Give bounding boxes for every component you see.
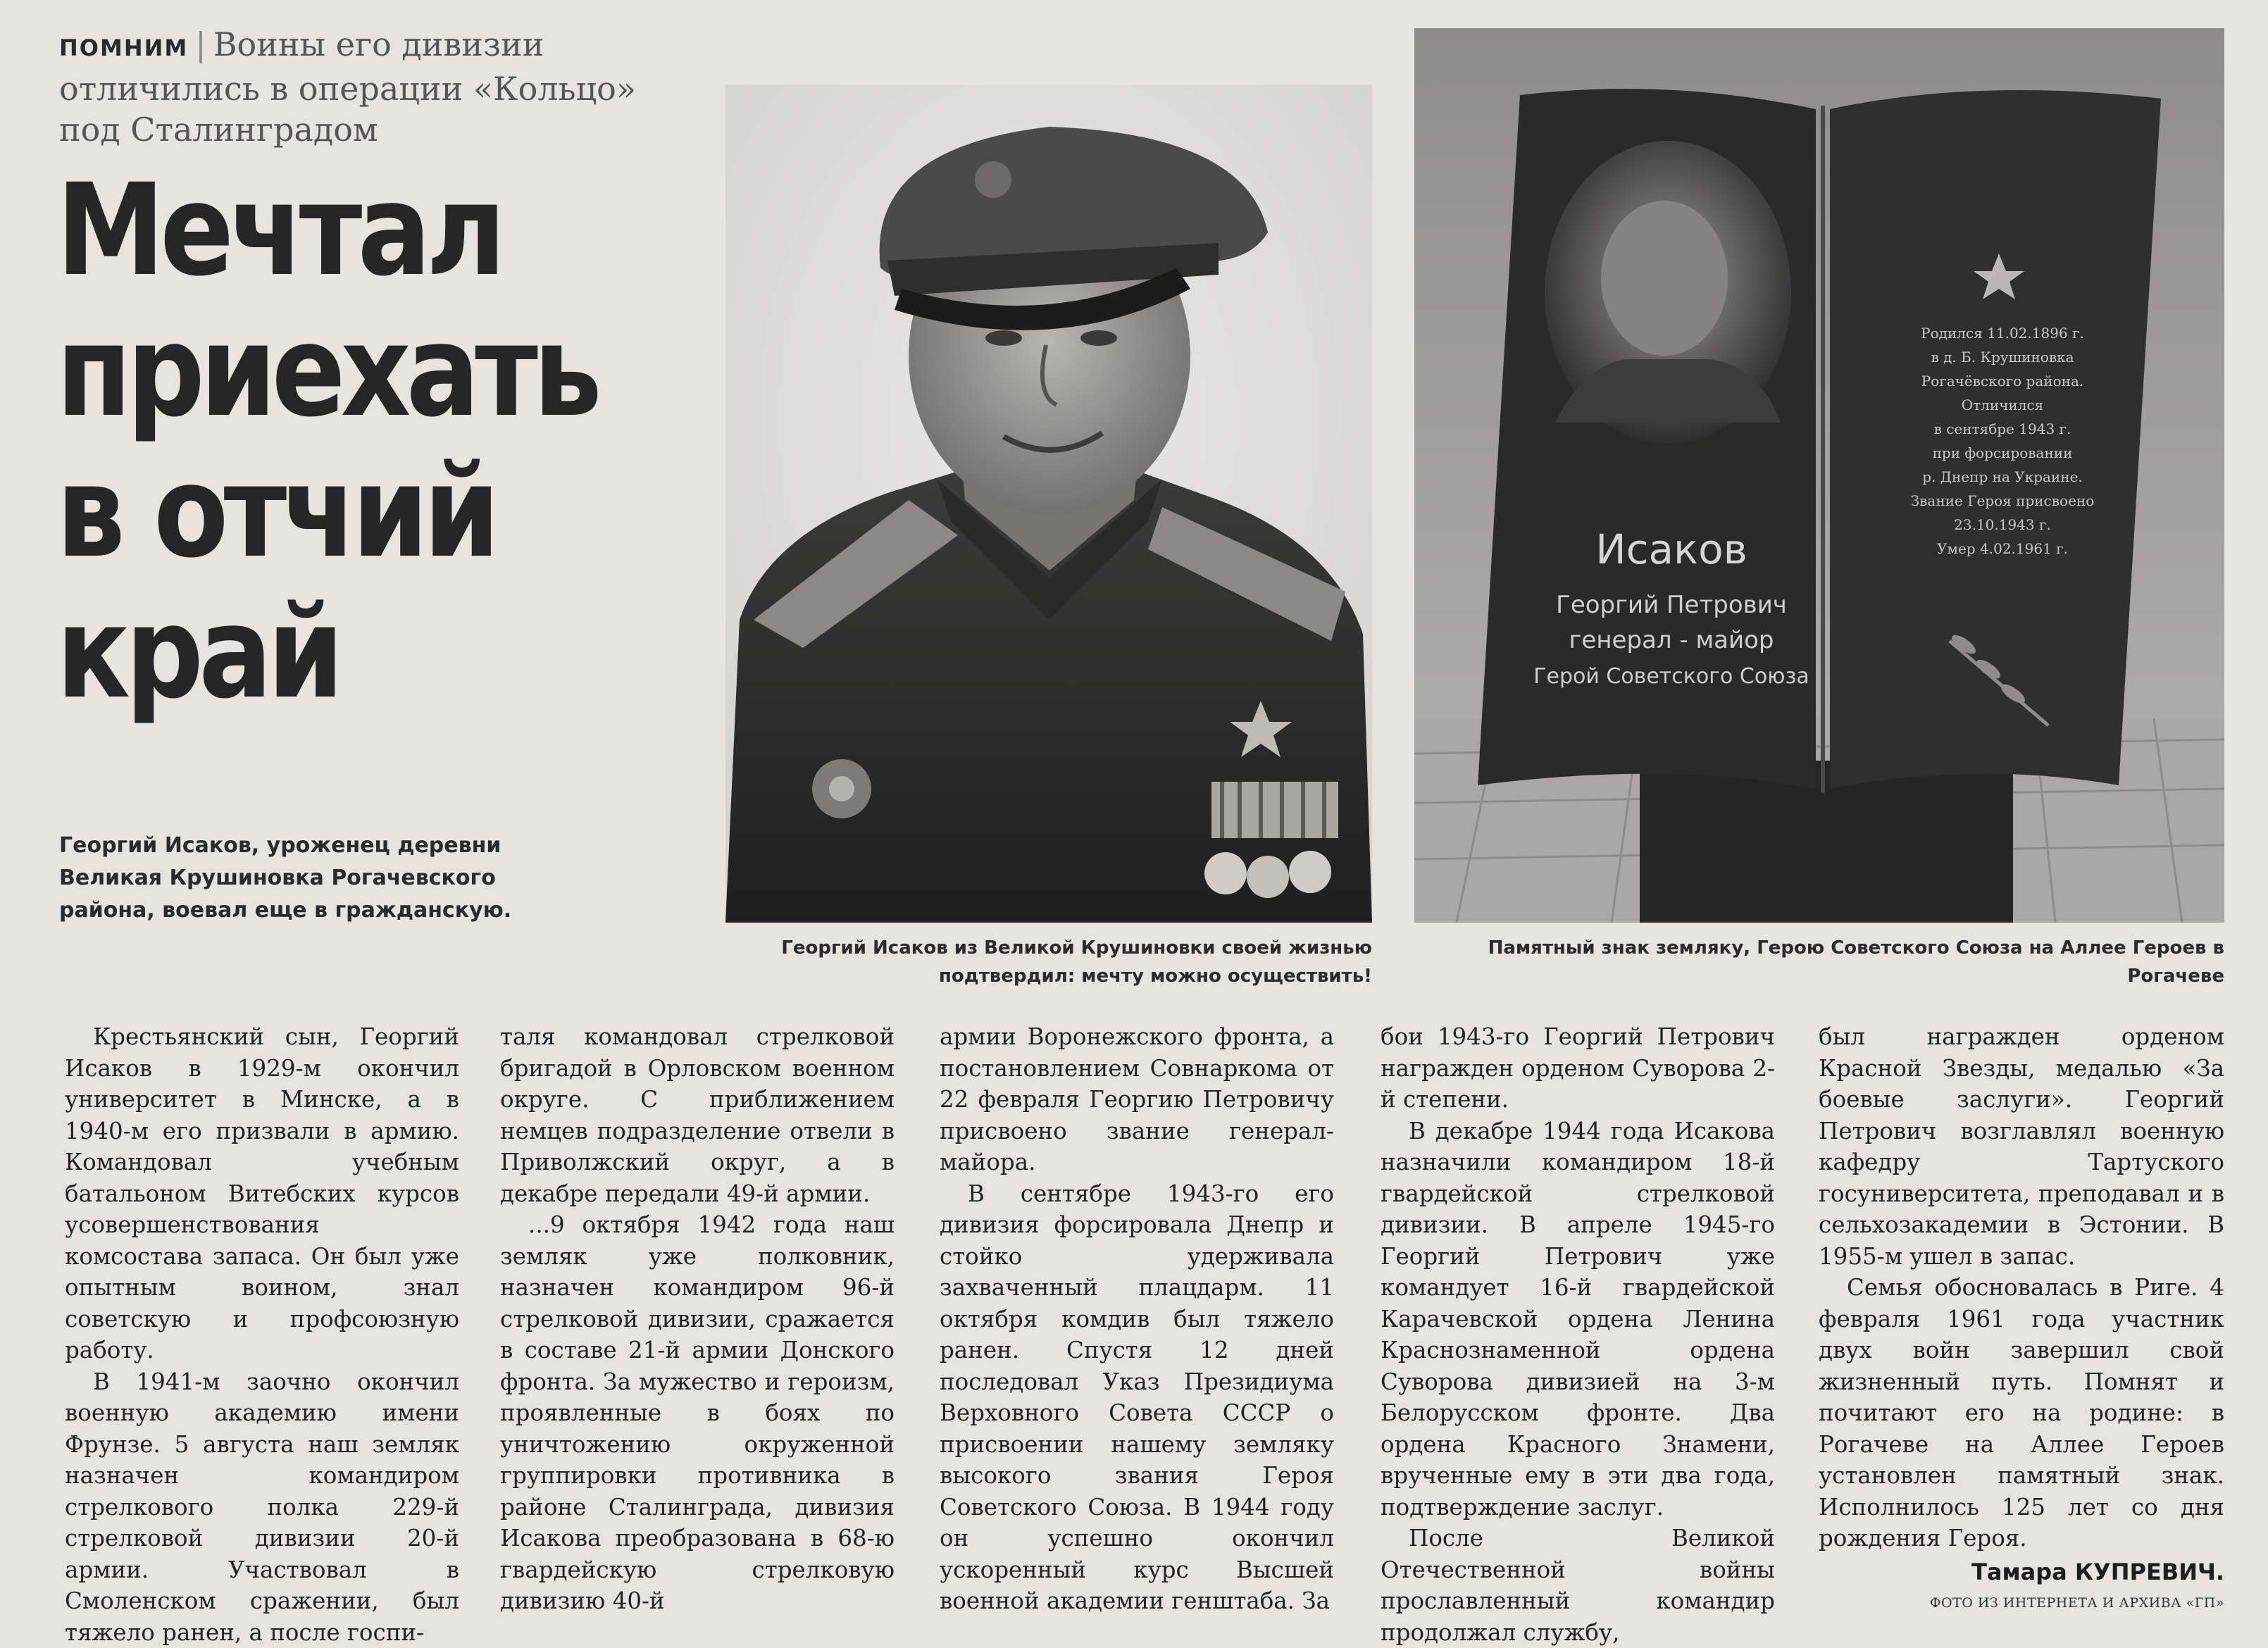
memorial-caption: Памятный знак земляку, Герою Советского Союза на Аллее Героев в Рогачеве <box>1414 934 2224 990</box>
plaque-bio-line: при форсировании <box>1933 444 2073 461</box>
portrait-photo <box>725 85 1372 923</box>
article-paragraph: В декабре 1944 года Исакова назначили командиром 18-й гвардейской стрелковой дивизии. В апреле 1945-го Георгий Петрович уже командует 16-й гвардейской Карачевской ордена Ленина Краснознаменной ордена Суворова дивизией на 3-м Белорусском фронте. Два ордена Красного Знамени, врученные ему в эти два года, подтверждение заслуг. <box>1381 1116 1775 1523</box>
rubric-separator: | <box>195 25 206 63</box>
article-column-5 <box>1819 1021 2224 1569</box>
headline-line: Мечтал <box>56 157 501 304</box>
plaque-bio-line: Родился 11.02.1896 г. <box>1921 325 2084 342</box>
memorial-illustration <box>1414 28 2224 923</box>
plaque-bio-line: в д. Б. Крушиновка <box>1931 349 2074 366</box>
plaque-bio-line: Отличился <box>1962 397 2044 413</box>
article-paragraph: бои 1943-го Георгий Петрович награжден орденом Суворова 2-й степени. <box>1381 1021 1775 1116</box>
headline-line: в отчий <box>56 439 495 586</box>
plaque-bio-line: р. Днепр на Украине. <box>1922 468 2083 485</box>
article-paragraph: был награжден орденом Красной Звезды, медалью «За боевые заслуги». Георгий Петрович возглавлял военную кафедру Тартуского госуниверситета, преподавал и в сельхозакадемии в Эстонии. В 1955-м ушел в запас. <box>1819 1021 2224 1272</box>
plaque-bio-line: 23.10.1943 г. <box>1954 516 2051 533</box>
headline-line: приехать <box>56 298 597 445</box>
article-column-1 <box>65 1021 459 1613</box>
memorial-photo <box>1414 28 2224 923</box>
plaque-bio-line: Рогачёвского района. <box>1921 373 2084 389</box>
article-column-4 <box>1381 1021 1775 1613</box>
article-paragraph: армии Воронежского фронта, а постановлением Совнаркома от 22 февраля Георгию Петровичу присвоено звание генерал-майора. <box>940 1021 1334 1178</box>
plaque-name: Георгий Петрович <box>1556 591 1787 619</box>
rubric <box>59 24 665 150</box>
headline <box>56 161 553 724</box>
plaque-surname: Исаков <box>1595 525 1747 573</box>
plaque-rank: генерал - майор <box>1569 626 1774 654</box>
rubric-tag: ПОМНИМ <box>59 35 188 61</box>
plaque-bio-line: Умер 4.02.1961 г. <box>1937 540 2068 557</box>
article-paragraph: В сентябре 1943-го его дивизия форсировала Днепр и стойко удерживала захваченный плацдарм. 11 октября комдив был тяжело ранен. Спустя 12 дней последовал Указ Президиума Верховного Совета СССР о присвоении нашему земляку высокого звания Героя Советского Союза. В 1944 году он успешно окончил ускоренный курс Высшей военной академии генштаба. За <box>940 1178 1334 1617</box>
article-paragraph: Крестьянский сын, Георгий Исаков в 1929-м окончил университет в Минске, а в 1940-м его призвали в армию. Командовал учебным батальоном Витебских курсов усовершенствования комсостава запаса. Он был уже опытным воином, знал советскую и профсоюзную работу. <box>65 1021 459 1366</box>
article-paragraph: После Великой Отечественной войны прославленный командир продолжал службу, <box>1381 1523 1775 1648</box>
article-paragraph: Семья обосновалась в Риге. 4 февраля 1961 года участник двух войн завершил свой жизненный путь. Помнят и почитают его на родине: в Рогачеве на Аллее Героев установлен памятный знак. Исполнилось 125 лет со дня рождения Героя. <box>1819 1272 2224 1554</box>
plaque-title: Герой Советского Союза <box>1533 664 1809 689</box>
headline-line: край <box>56 580 339 727</box>
article-column-3 <box>940 1021 1334 1613</box>
author-signature: Тамара КУПРЕВИЧ. <box>1819 1558 2224 1586</box>
article-paragraph: ...9 октября 1942 года наш земляк уже полковник, назначен командиром 96-й стрелковой дивизии, сражается в составе 21-й армии Донского фронта. За мужество и героизм, проявленные в боях по уничтожению окруженной группировки противника в районе Сталинграда, дивизия Исакова преобразована в 68-ю гвардейскую стрелковую дивизию 40-й <box>500 1209 895 1617</box>
article-column-2 <box>500 1021 895 1613</box>
portrait-illustration <box>725 85 1372 923</box>
plaque-bio-line: Звание Героя присвоено <box>1911 492 2095 509</box>
lead-paragraph: Георгий Исаков, уроженец деревни Великая Крушиновка Рогачевского района, воевал еще в гражданскую. <box>59 830 594 927</box>
rubric-text: Воины его дивизии отличились в операции «Кольцо» под Сталинградом <box>59 25 636 149</box>
article-paragraph: таля командовал стрелковой бригадой в Орловском военном округе. С приближением немцев подразделение отвели в Приволжский округ, а в декабре передали 49-й армии. <box>500 1021 895 1209</box>
portrait-caption: Георгий Исаков из Великой Крушиновки своей жизнью подтвердил: мечту можно осуществить! <box>725 934 1372 990</box>
article-paragraph: В 1941-м заочно окончил военную академию имени Фрунзе. 5 августа наш земляк назначен командиром стрелкового полка 229-й стрелковой дивизии 20-й армии. Участвовал в Смоленском сражении, был тяжело ранен, а после госпи- <box>65 1366 459 1648</box>
plaque-bio-line: в сентябре 1943 г. <box>1934 420 2071 437</box>
photo-credit: ФОТО ИЗ ИНТЕРНЕТА И АРХИВА «ГП» <box>1819 1593 2224 1613</box>
